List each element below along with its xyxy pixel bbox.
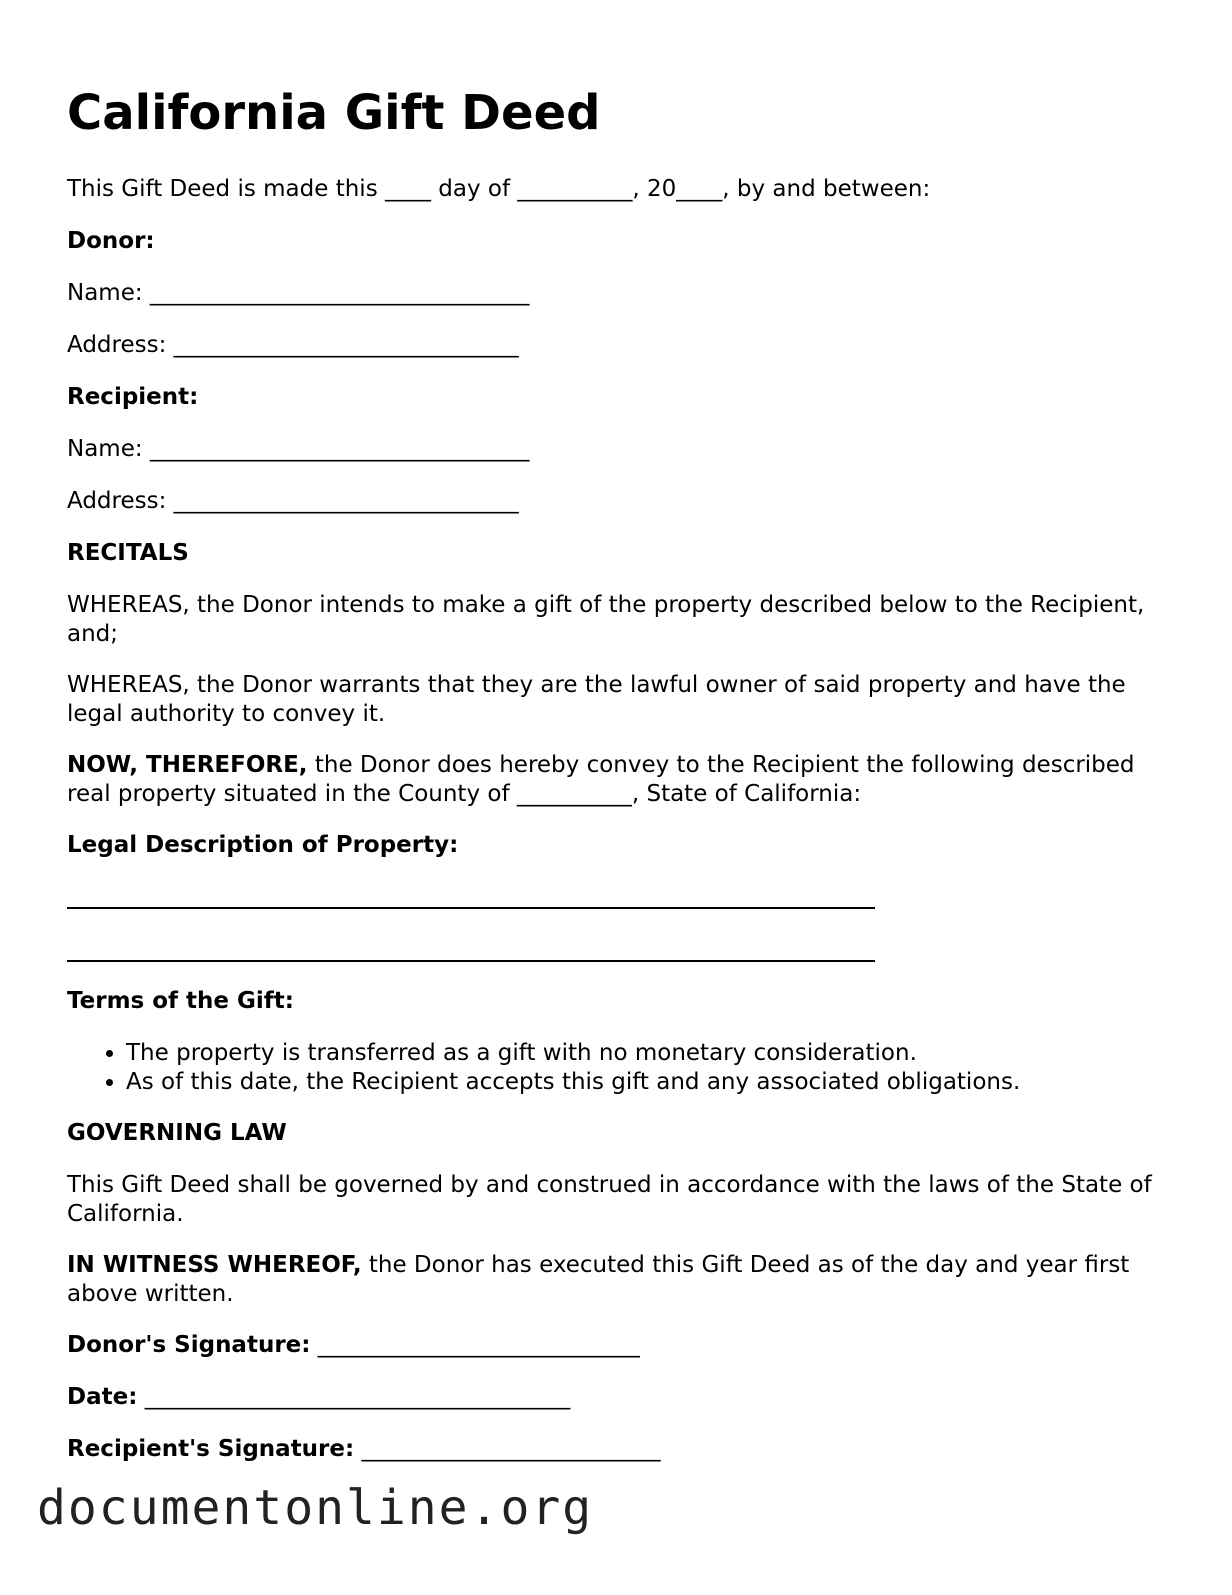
witness-clause [67, 1251, 1177, 1309]
legal-description-blank-line [67, 960, 875, 962]
terms-list-item: • As of this date, the Recipient accepts this gift and any associated obligations. [126, 1068, 1020, 1097]
governing-law-text: This Gift Deed shall be governed by and construed in accordance with the laws of the State of California. [67, 1172, 1152, 1227]
legal-description-blank-line [67, 907, 875, 909]
recipient-signature-blank: __________________________ [354, 1436, 661, 1462]
recital-whereas-1: WHEREAS, the Donor intends to make a gift of the property described below to the Recipient, and; [67, 592, 1145, 647]
witness-lead: IN WITNESS WHEREOF, [67, 1252, 362, 1278]
recipient-signature-field [67, 1435, 661, 1464]
conveyance-lead: NOW, THEREFORE, [67, 752, 308, 778]
donor-name-field: Name: _________________________________ [67, 280, 530, 306]
recipient-name-field: Name: _________________________________ [67, 436, 530, 462]
recipient-heading: Recipient: [67, 384, 199, 410]
witness-text: the Donor has executed this Gift Deed as of the day and year first above written. [67, 1252, 1130, 1307]
terms-list [67, 1039, 1020, 1097]
donor-signature-label: Donor's Signature: [67, 1332, 311, 1358]
recital-whereas-2: WHEREAS, the Donor warrants that they are the lawful owner of said property and have the legal authority to convey it. [67, 672, 1126, 727]
document-title: California Gift Deed [67, 85, 601, 141]
terms-list-item: • The property is transferred as a gift with no monetary consideration. [126, 1039, 1020, 1068]
recitals-heading: RECITALS [67, 540, 189, 566]
intro-line: This Gift Deed is made this ____ day of __________, 20____, by and between: [67, 176, 931, 202]
donor-heading: Donor: [67, 228, 155, 254]
donor-signature-blank: ____________________________ [310, 1332, 640, 1358]
conveyance-text: the Donor does hereby convey to the Recipient the following described real property situated in the County of __________, State of California: [67, 752, 1135, 807]
terms-heading: Terms of the Gift: [67, 988, 294, 1014]
date-label: Date: [67, 1384, 138, 1410]
recipient-signature-label: Recipient's Signature: [67, 1436, 355, 1462]
date-blank: _____________________________________ [137, 1384, 571, 1410]
donor-address-field: Address: ______________________________ [67, 332, 519, 358]
conveyance-clause [67, 751, 1177, 809]
watermark: documentonline.org [37, 1480, 594, 1536]
date-field [67, 1383, 570, 1412]
donor-signature-field [67, 1331, 640, 1360]
recipient-address-field: Address: ______________________________ [67, 488, 519, 514]
legal-description-heading: Legal Description of Property: [67, 832, 459, 858]
governing-law-heading: GOVERNING LAW [67, 1120, 287, 1146]
